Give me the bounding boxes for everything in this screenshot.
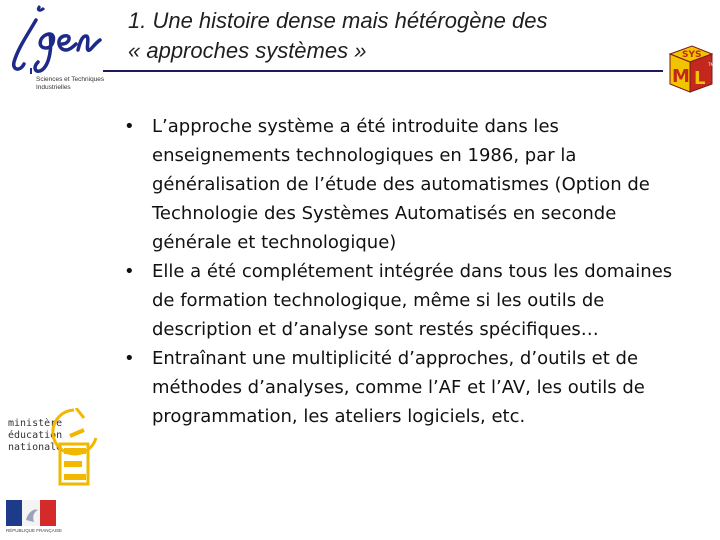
bullet-marker: • (124, 116, 135, 137)
svg-text:L: L (694, 68, 706, 89)
education-e-icon (50, 408, 98, 490)
marianne-logo-icon (6, 500, 56, 526)
slide-title (128, 6, 668, 66)
bullet-text: Elle a été complétement intégrée dans tous les domaines de formation technologique, même si les outils de description et d’analyse sont restés spécifiques… (152, 261, 673, 340)
marianne-caption: RÉPUBLIQUE FRANÇAISE (6, 528, 63, 533)
uml-logo-icon (656, 42, 714, 94)
bullet-marker: • (124, 348, 135, 369)
igen-script-mark (6, 4, 102, 74)
bullet-item-3 (122, 344, 692, 431)
igen-subtitle-line1: Sciences et Techniques (36, 76, 105, 83)
bullet-item-1 (122, 112, 692, 257)
bullet-list (122, 112, 692, 431)
svg-text:SYS: SYS (682, 50, 702, 60)
bullet-text: L’approche système a été introduite dans les enseignements technologiques en 1986, par la généralisation de l’étude des automatismes (Option de Technologie des Systèmes Automatisés en seconde générale et technologique) (152, 116, 650, 253)
bullet-marker: • (124, 261, 135, 282)
igen-subtitle (36, 76, 106, 92)
slide-title-line1: 1. Une histoire dense mais hétérogène des (128, 8, 548, 33)
igen-logo (6, 4, 105, 92)
svg-text:M: M (672, 66, 690, 87)
ministere-text: ministère éducation nationale (8, 418, 63, 453)
ministere-logo (6, 408, 100, 536)
igen-subtitle-line2: Industrielles (36, 84, 71, 91)
svg-text:TM: TM (708, 62, 714, 67)
title-underline (103, 70, 663, 72)
bullet-text: Entraînant une multiplicité d’approches, d’outils et de méthodes d’analyses, comme l’AF et l’AV, les outils de programmation, les ateliers logiciels, etc. (152, 348, 645, 427)
slide-title-line2: « approches systèmes » (128, 38, 367, 63)
bullet-item-2 (122, 257, 692, 344)
